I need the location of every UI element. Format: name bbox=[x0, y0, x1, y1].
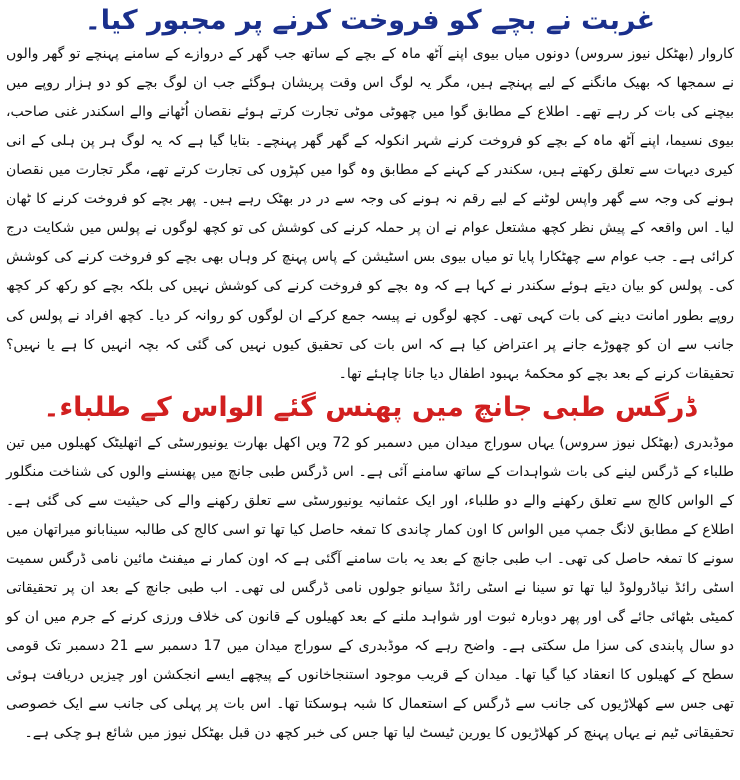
story1-body-container bbox=[6, 40, 734, 389]
story2-body-container bbox=[6, 429, 734, 749]
story2-body: موڈبدری (بھٹکل نیوز سروس) یہاں سوراج میدان میں دسمبر کو 72 ویں اکھل بھارت یونیورسٹی کے اتھلیٹک کھیلوں میں تین طلباء کے ڈرگس لینے کی بات شواہدات کے ساتھ سامنے آئی ہے۔ اس ڈرگس طبی جانچ میں پھنسنے والوں کی شناخت منگلور کے الواس کالج سے تعلق رکھنے والے دو طلباء، اور ایک عثمانیہ یونیورسٹی سے تعلق رکھنے والے کی حیثیت سے کی گئی ہے۔ اطلاع کے مطابق لانگ جمپ میں الواس کا اون کمار چاندی کا تمغہ حاصل کیا تھا تو اسی کالج کی طالبہ سینابانو میراتھان میں سونے کا تمغہ حاصل کی تھی۔ اب طبی جانچ کے بعد یہ بات سامنے آگئی ہے کہ اون کمار نے میفنٹ مائین نامی ڈرگس سمیت اسٹی رائڈ نیاڈرولوڈ لیا تھا تو سینا نے اسٹی رائڈ سیانو جولوں نامی ڈرگس لی تھی۔ اب طبی جانچ کے بعد ان پر تحقیقاتی کمیٹی بٹھائی جائے گی اور پھر دوبارہ ثبوت اور شواہد ملنے کے بعد کھیلوں کے قانون کی خلاف ورزی کرنے کے جرم میں ان کو دو سال پابندی کی سزا مل سکتی ہے۔ واضح رہے کہ موڈبدری کے سوراج میدان میں 17 دسمبر سے 21 دسمبر تک قومی سطح کے کھیلوں کا انعقاد کیا گیا تھا۔ میدان کے قریب موجود استنجاخانوں کے پیچھے ایسے انجکشن اور چیزیں دریافت ہوئی تھی جس سے کھلاڑیوں کی جانب سے ڈرگس کے استعمال کا شبہ ہوسکتا تھا۔ اس بات پر پہلی کی جانب سے ایک خصوصی تحقیقاتی ٹیم نے یہاں پہنچ کر کھلاڑیوں کا یورین ٹیسٹ لیا تھا جس کی خبر کچھ دن قبل بھٹکل نیوز میں شائع ہو چکی ہے۔ bbox=[6, 434, 734, 742]
story1-headline: غربت نے بچے کو فروخت کرنے پر مجبور کیا۔ bbox=[84, 5, 656, 36]
story2-headline: ڈرگس طبی جانچ میں پھنس گئے الواس کے طلباء۔ bbox=[43, 391, 697, 423]
story1-body: کاروار (بھٹکل نیوز سروس) دونوں میاں بیوی اپنے آٹھ ماہ کے بچے کے ساتھ جب گھر کے دروازے کے سامنے پہنچے تو گھر والوں نے سمجھا کہ بھیک مانگنے کے لیے پہنچے ہیں، مگر یہ لوگ اس وقت پریشان ہوگئے جب ان لوگ بچے کو دو ہزار روپے میں بیچنے کی بات کر رہے تھے۔ اطلاع کے مطابق گوا میں چھوٹی موٹی تجارت کرتے ہوئے نقصان اُٹھانے والے اسکندر غنی صاحب، بیوی نسیما، اپنے آٹھ ماہ کے بچے کو فروخت کرنے شہر انکولہ کے گھر گھر پہنچے۔ بتایا گیا ہے کہ یہ لوگ ہر پن ہلی کے انی کیری دیہات سے تعلق رکھتے ہیں، سکندر کے کہنے کے مطابق وہ گوا میں کپڑوں کی تجارت کرتے تھے، مگر تجارت میں نقصان ہونے کی وجہ سے گھر واپس لوٹنے کے لیے رقم نہ ہونے کی وجہ سے در در بھٹک رہے ہیں۔ پھر بچے کو فروخت کرنے کا ٹھان لیا۔ اس واقعہ کے پیش نظر کچھ مشتعل عوام نے ان پر حملہ کرنے کی کوشش کی تو کچھ لوگوں نے پولس میں شکایت درج کرائی ہے۔ جب عوام سے چھٹکارا پایا تو میاں بیوی بس اسٹیشن کے پاس پہنچ کر وہاں بھی بچے کو فروخت کرنے کی کوشش کی۔ پولس کو بیان دیتے ہوئے سکندر نے کہا ہے کہ وہ بچے کو فروخت کرنے کی کوشش نہیں کی بلکہ بچے کو رکھ کر کچھ روپے بطور امانت دینے کی بات کہی تھی۔ کچھ لوگوں نے پیسہ جمع کرکے ان لوگوں کو روانہ کر دیا۔ کچھ افراد نے پولس کی جانب سے ان کو چھوڑے جانے پر اعتراض کیا ہے کہ اس بات کی تحقیق کیوں نہیں کی گئی کہ بچہ انہیں کا ہے یا نہیں؟ تحقیقات کرنے کے بعد بچے کو محکمۂ بہبود اطفال دیا جانا چاہئے تھا۔ bbox=[6, 45, 734, 382]
